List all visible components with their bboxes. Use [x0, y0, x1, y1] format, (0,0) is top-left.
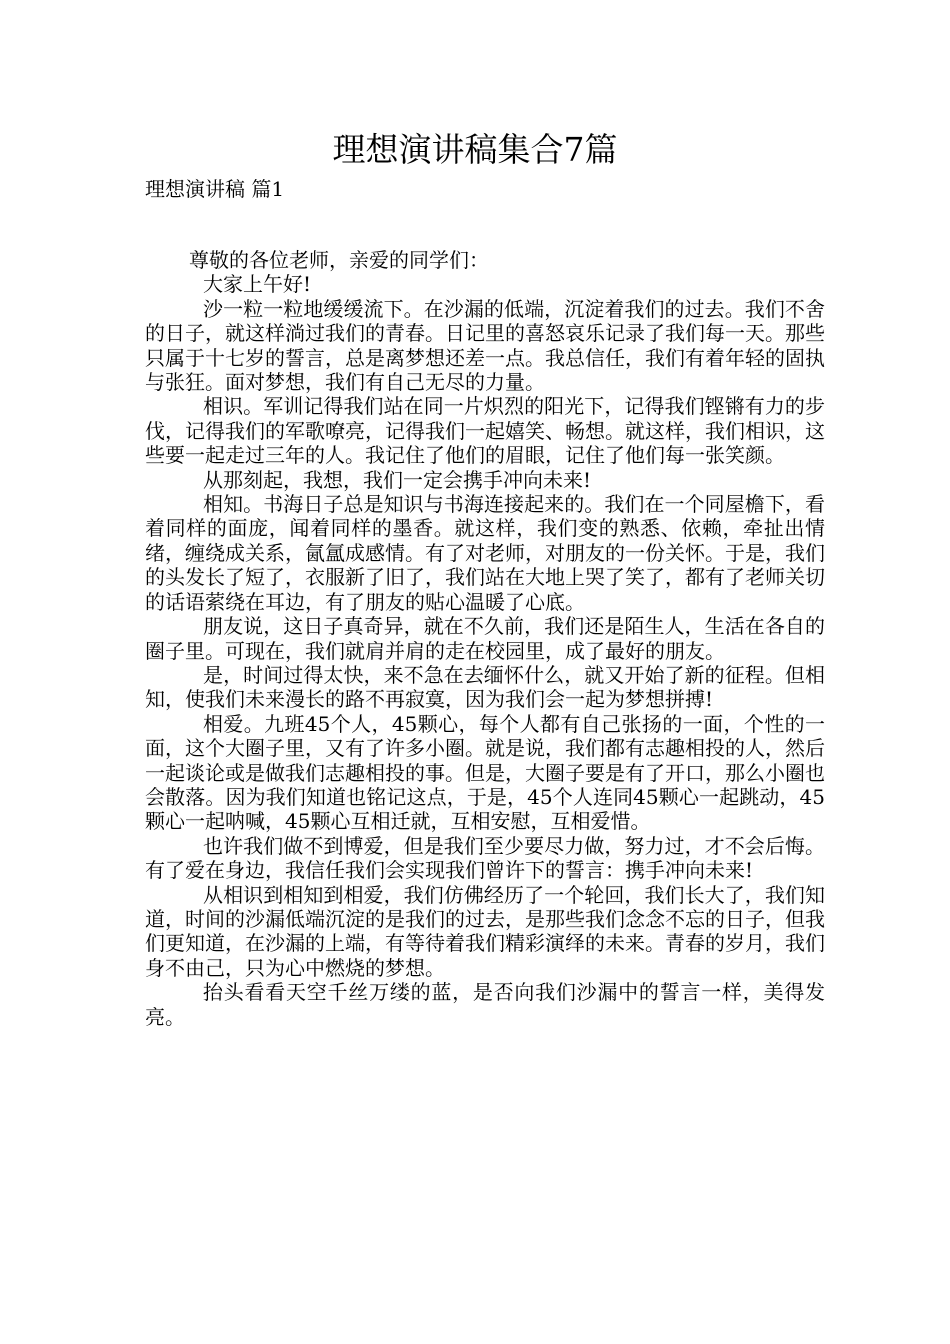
paragraph: 从那刻起，我想，我们一定会携手冲向未来! — [203, 467, 592, 492]
paragraph: 从相识到相知到相爱，我们仿佛经历了一个轮回，我们长大了，我们知道，时间的沙漏低端沉淀的是我们的过去，是那些我们念念不忘的日子，但我们更知道，在沙漏的上端，有等待着我们精彩演绎的未来。青春的岁月，我们身不由己，只为心中燃烧的梦想。 — [145, 882, 825, 980]
speech-body — [145, 248, 825, 1029]
document-title: 理想演讲稿集合7篇 — [332, 130, 618, 169]
salutation: 尊敬的各位老师，亲爱的同学们： — [189, 248, 489, 272]
paragraph: 沙一粒一粒地缓缓流下。在沙漏的低端，沉淀着我们的过去。我们不舍的日子，就这样淌过我们的青春。日记里的喜怒哀乐记录了我们每一天。那些只属于十七岁的誓言，总是离梦想还差一点。我总信任，我们有着年轻的固执与张狂。面对梦想，我们有自己无尽的力量。 — [145, 296, 825, 395]
paragraph: 相知。书海日子总是知识与书海连接起来的。我们在一个同屋檐下，看着同样的面庞，闻着同样的墨香。就这样，我们变的熟悉、依赖，牵扯出情绪，缠绕成关系，氤氲成感情。有了对老师，对朋友的一份关怀。于是，我们的头发长了短了，衣服新了旧了，我们站在大地上哭了笑了，都有了老师关切的话语萦绕在耳边，有了朋友的贴心温暖了心底。 — [145, 492, 825, 614]
paragraph: 朋友说，这日子真奇异，就在不久前，我们还是陌生人，生活在各自的圈子里。可现在，我们就肩并肩的走在校园里，成了最好的朋友。 — [145, 614, 825, 663]
paragraph: 相识。军训记得我们站在同一片炽烈的阳光下，记得我们铿锵有力的步伐，记得我们的军歌嘹亮，记得我们一起嬉笑、畅想。就这样，我们相识，这些要一起走过三年的人。我记住了他们的眉眼，记住了他们每一张笑颜。 — [145, 394, 825, 468]
section-heading: 理想演讲稿 篇1 — [145, 177, 285, 201]
paragraph: 抬头看看天空千丝万缕的蓝，是否向我们沙漏中的誓言一样，美得发亮。 — [145, 980, 825, 1029]
paragraph: 也许我们做不到博爱，但是我们至少要尽力做，努力过，才不会后悔。有了爱在身边，我信任我们会实现我们曾许下的誓言：携手冲向未来! — [145, 833, 825, 883]
paragraph: 相爱。九班45个人，45颗心，每个人都有自己张扬的一面，个性的一面，这个大圈子里，又有了许多小圈。就是说，我们都有志趣相投的人，然后一起谈论或是做我们志趣相投的事。但是，大圈子要是有了开口，那么小圈也会散落。因为我们知道也铭记这点，于是，45个人连同45颗心一起跳动，45颗心一起呐喊，45颗心互相迁就，互相安慰，互相爱惜。 — [145, 711, 825, 834]
paragraph: 是，时间过得太快，来不急在去缅怀什么，就又开始了新的征程。但相知，使我们未来漫长的路不再寂寞，因为我们会一起为梦想拼搏! — [145, 662, 825, 712]
paragraph: 大家上午好! — [203, 272, 312, 297]
